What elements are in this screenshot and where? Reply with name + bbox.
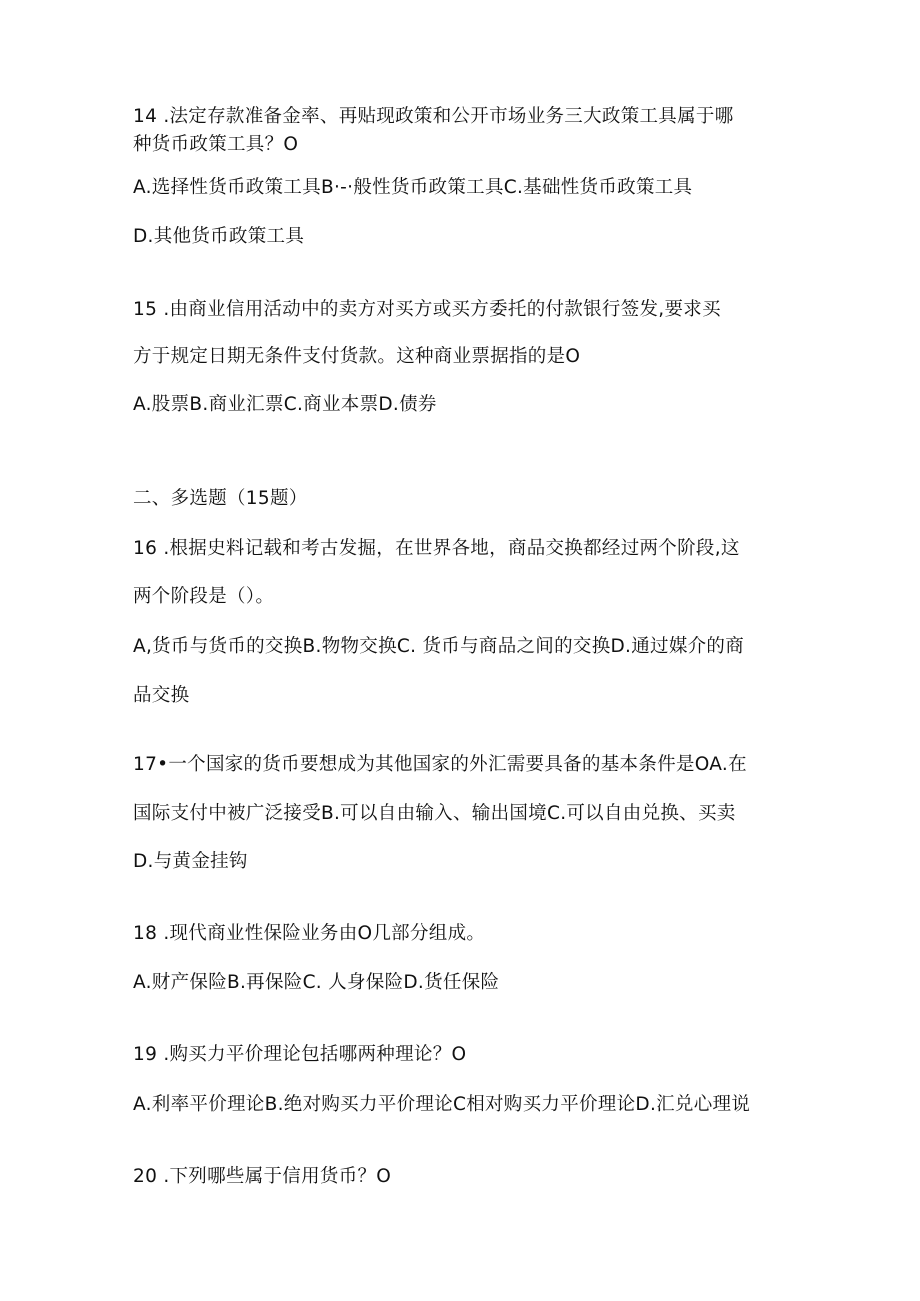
question-15-line-1: 15 .由商业信用活动中的卖方对买方或买方委托的付款银行签发,要求买: [133, 299, 721, 320]
question-14-options-line-1: A.选择性货币政策工具B·-·般性货币政策工具C.基础性货币政策工具: [133, 177, 693, 198]
question-20-line-1: 20 .下列哪些属于信用货币？O: [133, 1166, 392, 1187]
section-heading: 二、多选题（15题）: [133, 488, 308, 509]
question-14-line-2: 种货币政策工具？O: [133, 134, 299, 155]
question-16-options-line-2: 品交换: [133, 685, 190, 706]
question-17-line-1: 17•一个国家的货币要想成为其他国家的外汇需要具备的基本条件是OA.在: [133, 754, 747, 775]
question-14-options-line-2: D.其他货币政策工具: [133, 226, 305, 247]
question-18-line-1: 18 .现代商业性保险业务由O几部分组成。: [133, 923, 486, 944]
question-14-line-1: 14 .法定存款准备金率、再贴现政策和公开市场业务三大政策工具属于哪: [133, 106, 734, 127]
question-19-options: A.利率平价理论B.绝对购买力平价理论C相对购买力平价理论D.汇兑心理说: [133, 1094, 751, 1115]
question-16-line-1: 16 .根据史料记载和考古发掘，在世界各地，商品交换都经过两个阶段,这: [133, 538, 740, 559]
question-15-line-2: 方于规定日期无条件支付货款。这种商业票据指的是O: [133, 346, 581, 367]
question-16-options-line-1: A,货币与货币的交换B.物物交换C. 货币与商品之间的交换D.通过媒介的商: [133, 636, 745, 657]
question-15-options: A.股票B.商业汇票C.商业本票D.债券: [133, 394, 437, 415]
question-18-options: A.财产保险B.再保险C. 人身保险D.货任保险: [133, 972, 500, 993]
question-17-line-3: D.与黄金挂钩: [133, 851, 248, 872]
question-16-line-2: 两个阶段是（）。: [133, 586, 275, 607]
question-17-line-2: 国际支付中被广泛接受B.可以自由输入、输出国境C.可以自由兑换、买卖: [133, 803, 736, 824]
question-19-line-1: 19 .购买力平价理论包括哪两种理论？O: [133, 1044, 467, 1065]
